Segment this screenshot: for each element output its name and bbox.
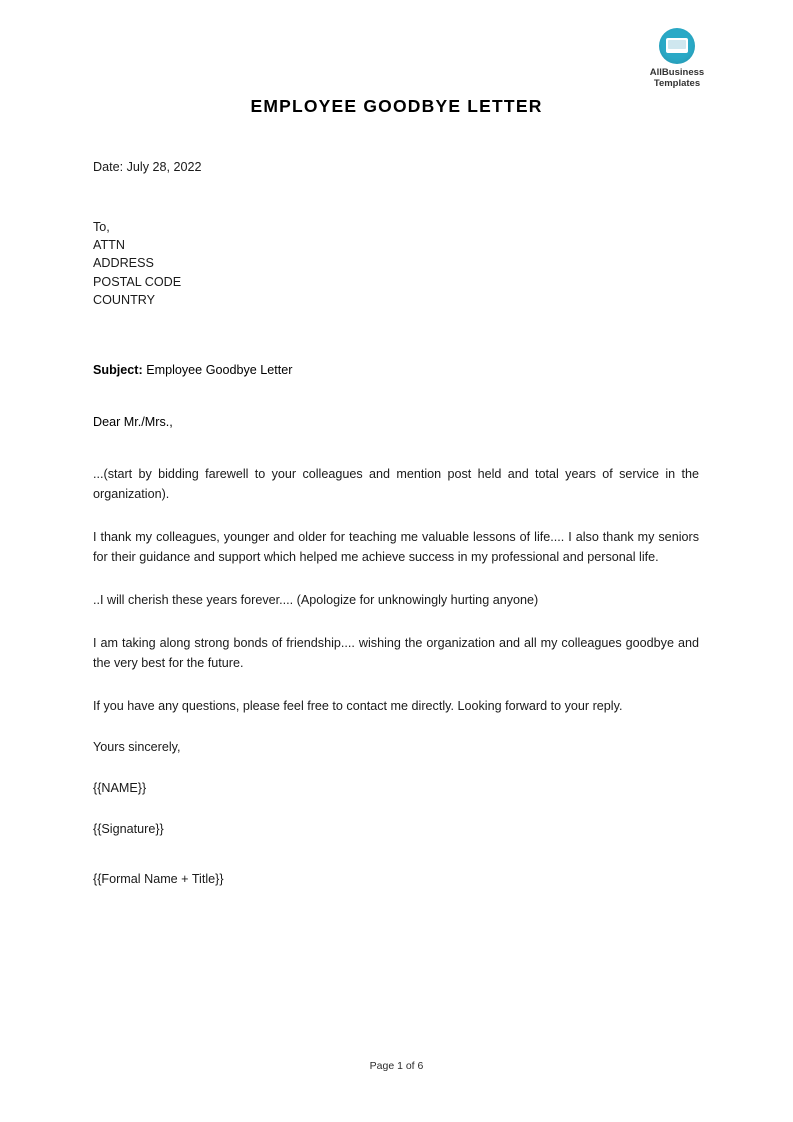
address-street: ADDRESS bbox=[93, 256, 154, 271]
monitor-screen-shape bbox=[666, 38, 688, 53]
address-attn: ATTN bbox=[93, 238, 125, 253]
subject-line bbox=[93, 361, 699, 379]
name-placeholder: {{NAME}} bbox=[93, 781, 147, 796]
paragraph-5: If you have any questions, please feel free to contact me directly. Looking forward to your reply. bbox=[93, 699, 623, 714]
page-title: EMPLOYEE GOODBYE LETTER bbox=[250, 96, 543, 116]
formal-name-placeholder: {{Formal Name + Title}} bbox=[93, 872, 224, 887]
logo-brand-line-2: Templates bbox=[653, 78, 701, 89]
paragraph-3: ..I will cherish these years forever.... (Apologize for unknowingly hurting anyone) bbox=[93, 593, 539, 608]
closing-line: Yours sincerely, bbox=[93, 740, 181, 755]
logo-brand-line-1: AllBusiness bbox=[649, 67, 705, 78]
address-to: To, bbox=[93, 220, 110, 234]
address-country: COUNTRY bbox=[93, 292, 156, 307]
page-footer: Page 1 of 6 bbox=[369, 1060, 424, 1072]
logo-brand-text bbox=[629, 67, 725, 89]
recipient-address-block bbox=[93, 218, 699, 309]
allbusiness-templates-logo[interactable] bbox=[629, 28, 725, 89]
paragraph-4: I am taking along strong bonds of friendship.... wishing the organization and all my colleagues goodbye and the very best for the future. bbox=[93, 636, 699, 671]
date-line: Date: July 28, 2022 bbox=[93, 160, 202, 174]
subject-value: Employee Goodbye Letter bbox=[146, 363, 293, 378]
address-postal-code: POSTAL CODE bbox=[93, 274, 182, 289]
subject-label: Subject: bbox=[93, 363, 143, 378]
paragraph-1: ...(start by bidding farewell to your colleagues and mention post held and total years of service in the organization). bbox=[93, 467, 699, 502]
paragraph-2: I thank my colleagues, younger and older for teaching me valuable lessons of life.... I also thank my seniors for their guidance and support which helped me achieve success in my professional and personal life. bbox=[93, 530, 699, 565]
letter-body bbox=[93, 158, 699, 889]
salutation: Dear Mr./Mrs., bbox=[93, 415, 173, 430]
signature-placeholder: {{Signature}} bbox=[93, 822, 164, 837]
monitor-icon bbox=[659, 28, 695, 64]
